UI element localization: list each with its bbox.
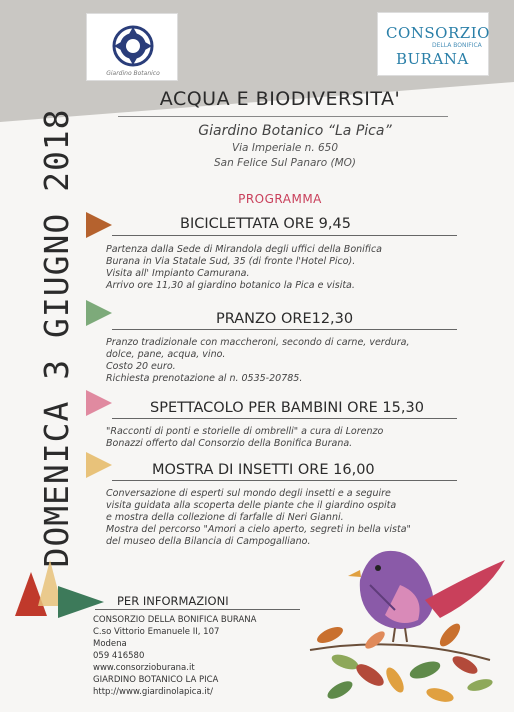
bird-on-branch-icon <box>300 540 510 710</box>
event-line: Richiesta prenotazione al n. 0535-20785. <box>106 373 303 384</box>
info-line: 059 416580 <box>93 651 145 661</box>
event-line: dolce, pane, acqua, vino. <box>106 349 226 360</box>
programma-heading: PROGRAMMA <box>238 192 322 206</box>
event-description-biciclettata <box>106 244 466 292</box>
logo-burana-text: BURANA <box>396 50 469 68</box>
event-divider <box>112 329 457 330</box>
venue-address-line2: San Felice Sul Panaro (MO) <box>213 157 357 169</box>
event-title-spettacolo: SPETTACOLO PER BAMBINI ORE 15,30 <box>150 400 424 416</box>
event-line: Mostra del percorso "Amori a cielo aperto, segreti in bella vista" <box>106 524 411 535</box>
event-line: visita guidata alla scoperta delle piante che il giardino ospita <box>106 500 397 511</box>
info-line: Modena <box>93 639 127 649</box>
consorzio-burana-logo <box>377 12 489 76</box>
info-heading: PER INFORMAZIONI <box>117 594 229 608</box>
logo-consorzio-text: CONSORZIO <box>386 24 490 42</box>
venue-address-line1: Via Imperiale n. 650 <box>231 142 339 154</box>
event-line: Partenza dalla Sede di Mirandola degli uffici della Bonifica <box>106 244 382 255</box>
event-description-spettacolo <box>106 426 466 450</box>
event-description-mostra <box>106 488 466 548</box>
event-title-mostra: MOSTRA DI INSETTI ORE 16,00 <box>152 462 375 478</box>
info-link[interactable]: www.consorzioburana.it <box>93 663 195 673</box>
logo-left-caption: Giardino Botanico <box>106 70 160 77</box>
title-divider <box>118 116 448 117</box>
event-marker-triangle <box>86 212 112 238</box>
info-line: C.so Vittorio Emanuele II, 107 <box>93 627 220 637</box>
info-line: GIARDINO BOTANICO LA PICA <box>93 675 219 685</box>
venue-name: Giardino Botanico “La Pica” <box>198 123 392 139</box>
event-title-pranzo: PRANZO ORE12,30 <box>216 311 354 327</box>
event-line: Bonazzi offerto dal Consorzio della Bonifica Burana. <box>106 438 353 449</box>
event-divider <box>112 418 457 419</box>
event-divider <box>112 480 457 481</box>
event-line: e mostra della collezione di farfalle di Neri Gianni. <box>106 512 344 523</box>
logo-della-bonifica-text: DELLA BONIFICA <box>432 42 482 49</box>
event-line: Arrivo ore 11,30 al giardino botanico la Pica e visita. <box>106 280 355 291</box>
event-marker-triangle <box>86 452 112 478</box>
event-line: Conversazione di esperti sul mondo degli insetti e a seguire <box>106 488 391 499</box>
event-line: Burana in Via Statale Sud, 35 (di fronte l'Hotel Pico). <box>106 256 356 267</box>
event-line: del museo della Bilancia di Campogalliano. <box>106 536 311 547</box>
event-divider <box>112 235 457 236</box>
event-marker-triangle <box>86 390 112 416</box>
giardino-botanico-logo <box>86 13 178 81</box>
info-consorzio-block <box>93 614 313 674</box>
info-line: CONSORZIO DELLA BONIFICA BURANA <box>93 615 257 625</box>
event-line: Visita all' Impianto Camurana. <box>106 268 250 279</box>
event-date-vertical: DOMENICA 3 GIUGNO 2018 <box>37 108 76 568</box>
page-title: ACQUA E BIODIVERSITA' <box>159 88 401 110</box>
event-line: Costo 20 euro. <box>106 361 176 372</box>
event-marker-triangle <box>86 300 112 326</box>
event-description-pranzo <box>106 337 466 385</box>
event-line: "Racconti di ponti e storielle di ombrelli" a cura di Lorenzo <box>106 426 384 437</box>
event-line: Pranzo tradizionale con maccheroni, secondo di carne, verdura, <box>106 337 410 348</box>
info-giardino-block <box>93 674 313 698</box>
event-title-biciclettata: BICICLETTATA ORE 9,45 <box>180 216 351 232</box>
info-divider <box>95 609 300 610</box>
info-link[interactable]: http://www.giardinolapica.it/ <box>93 687 213 697</box>
